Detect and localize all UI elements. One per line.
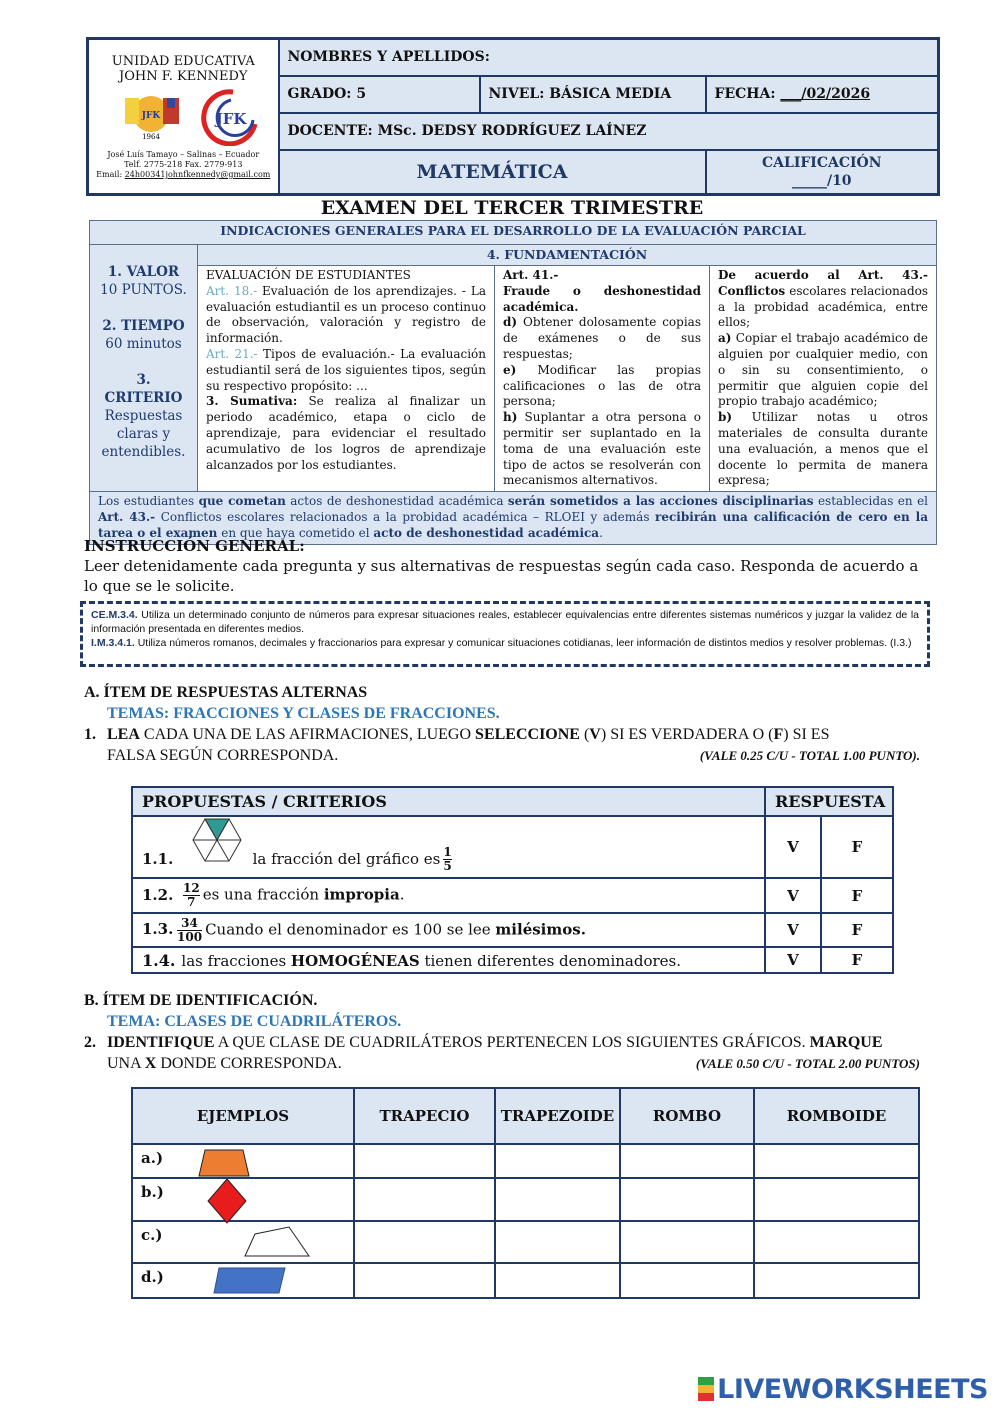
svg-text:1964: 1964 xyxy=(142,133,161,141)
evaluacion-column xyxy=(198,266,495,492)
answer-cell[interactable] xyxy=(354,1263,495,1298)
art18-text: Evaluación de los aprendizajes. - La evaluación estudiantil es un proceso continuo de observación, valoración y registro de información. xyxy=(206,283,486,346)
subject-title: MATEMÁTICA xyxy=(279,150,706,195)
svg-text:JFK: JFK xyxy=(142,111,161,121)
answer-cell[interactable] xyxy=(495,1144,620,1178)
question-2-text: 2. IDENTIFIQUE A QUE CLASE DE CUADRILÁTEROS PERTENECEN LOS SIGUIENTES GRÁFICOS. MARQUE xyxy=(84,1034,883,1051)
sumativa-text: Se realiza al finalizar un periodo académico, etapa o ciclo de aprendizaje, para evidenciar el resultado acumulativo de los logros de aprendizaje alcanzados por los estudiantes. xyxy=(206,394,486,472)
true-option-2[interactable]: V xyxy=(765,878,821,913)
date-label: FECHA: xyxy=(714,86,776,102)
answer-cell[interactable] xyxy=(620,1221,754,1263)
parallelogram-blue-icon xyxy=(213,1267,287,1295)
liveworksheets-logo: LIVEWORKSHEETS xyxy=(698,1374,988,1405)
indicator-code: I.M.3.4.1. xyxy=(91,637,135,649)
table-row: 1.1. la fracción del gráfico es $\frac{1}{5}$ V F xyxy=(132,816,893,878)
answer-cell[interactable] xyxy=(620,1144,754,1178)
date-value: ___/02/2026 xyxy=(780,86,871,102)
true-option-4[interactable]: V xyxy=(765,947,821,973)
question-2-text-end: UNA X DONDE CORRESPONDA. xyxy=(107,1055,342,1072)
liveworksheets-icon xyxy=(698,1377,714,1401)
item-h-label: h) xyxy=(503,410,518,425)
false-option-2[interactable]: F xyxy=(821,878,893,913)
teacher-field: DOCENTE: MSc. DEDSY RODRÍGUEZ LAÍNEZ xyxy=(279,113,939,150)
item-d-label: d) xyxy=(503,315,518,330)
item-e-text: Modificar las propias calificaciones o las de otra persona; xyxy=(503,362,701,409)
section-a-title: A. ÍTEM DE RESPUESTAS ALTERNAS xyxy=(84,684,368,701)
ce-text: Utiliza un determinado conjunto de números para expresar situaciones reales, establecer equivalencias entre diferentes sistemas numéricos y juzgar la validez de la información presentada en diferentes medios. xyxy=(91,609,919,635)
answer-cell[interactable] xyxy=(754,1144,919,1178)
section-a-topic: TEMAS: FRACCIONES Y CLASES DE FRACCIONES. xyxy=(107,705,500,722)
criterio-label: 3. CRITERIO xyxy=(104,372,183,406)
answer-cell[interactable] xyxy=(620,1263,754,1298)
svg-text:JFK: JFK xyxy=(215,110,247,128)
criterio-value: Respuestas claras y entendibles. xyxy=(101,408,186,460)
sumativa-label: 3. Sumativa: xyxy=(206,394,298,409)
school-address: José Luís Tamayo – Salinas – Ecuador xyxy=(107,150,260,159)
header-trapezoide: TRAPEZOIDE xyxy=(495,1088,620,1144)
rhombus-red-icon xyxy=(205,1178,249,1224)
art43-column xyxy=(710,266,937,492)
table-row: c.) xyxy=(132,1221,919,1263)
item-e-label: e) xyxy=(503,362,517,377)
trapezoid-orange-icon xyxy=(197,1148,251,1178)
indicator-text: Utiliza números romanos, decimales y fraccionarios para expresar y comunicar situaciones cotidianas, leer información de distintos medios y resolver problemas. (I.3.) xyxy=(134,637,912,649)
art21-label: Art. 21.- xyxy=(206,346,258,361)
table-row: 1.2. $\frac{12}{7}$ es una fracción impropia. V F xyxy=(132,878,893,913)
answer-cell[interactable] xyxy=(354,1178,495,1221)
grade-score-value: _____/10 xyxy=(791,172,852,189)
school-phone: Telf. 2775-218 Fax. 2779-913 xyxy=(124,160,243,169)
tiempo-label: 2. TIEMPO xyxy=(102,318,185,334)
art18-label: Art. 18.- xyxy=(206,283,258,298)
art21-text: Tipos de evaluación.- La evaluación estudiantil será de los siguientes tipos, según su respectivo propósito: ... xyxy=(206,346,486,393)
date-field[interactable] xyxy=(706,76,939,113)
question-2-value: (VALE 0.50 C/U - TOTAL 2.00 PUNTOS) xyxy=(695,1056,920,1071)
false-option-3[interactable]: F xyxy=(821,913,893,947)
false-option-1[interactable]: F xyxy=(821,816,893,878)
header-table xyxy=(86,37,940,196)
fundamentacion-title: 4. FUNDAMENTACIÓN xyxy=(198,245,937,266)
true-option-3[interactable]: V xyxy=(765,913,821,947)
section-b-title: B. ÍTEM DE IDENTIFICACIÓN. xyxy=(84,992,318,1009)
header-rombo: ROMBO xyxy=(620,1088,754,1144)
answer-cell[interactable] xyxy=(754,1221,919,1263)
school-email[interactable]: 24h00341johnfkennedy@gmail.com xyxy=(124,170,271,179)
header-romboide: ROMBOIDE xyxy=(754,1088,919,1144)
names-field[interactable]: NOMBRES Y APELLIDOS: xyxy=(279,39,939,76)
question-1-value: (VALE 0.25 C/U - TOTAL 1.00 PUNTO). xyxy=(699,748,920,763)
indications-footer: Los estudiantes que cometan actos de deshonestidad académica serán sometidos a las acciones disciplinarias establecidas en el Art. 43.- Conflictos escolares relacionados a la probidad académica – RLOEI y además recibirán una calificación de cero en la tarea o el examen en que haya cometido el acto de deshonestidad académica. xyxy=(90,492,937,545)
answer-header: RESPUESTA xyxy=(765,787,893,816)
school-logo-icon xyxy=(103,84,263,146)
item-a-text: Copiar el trabajo académico de alguien por cualquier medio, con o sin su consentimiento, o permitir que alguien copie del propio trabajo académico; xyxy=(718,331,929,409)
school-logo-cell xyxy=(88,39,279,195)
answer-cell[interactable] xyxy=(495,1263,620,1298)
art41-column xyxy=(495,266,710,492)
art41-sub: Fraude o deshonestidad académica. xyxy=(503,283,701,314)
school-name-2: JOHN F. KENNEDY xyxy=(119,69,248,84)
col1-heading: EVALUACIÓN DE ESTUDIANTES xyxy=(206,268,411,282)
valor-value: 10 PUNTOS. xyxy=(100,282,187,298)
art43-heading: De acuerdo al Art. 43.- Conflictos xyxy=(718,268,929,298)
item-a-label: a) xyxy=(718,331,732,346)
section-a xyxy=(84,682,920,766)
header-ejemplos: EJEMPLOS xyxy=(132,1088,354,1144)
exam-title: EXAMEN DEL TERCER TRIMESTRE xyxy=(320,197,704,219)
email-label: Email: xyxy=(96,170,123,179)
art43-heading-text: escolares relacionados a la probidad académica, entre ellos; xyxy=(718,283,929,330)
table-row: a.) xyxy=(132,1144,919,1178)
quadrilateral-table xyxy=(131,1087,920,1299)
art41-heading: Art. 41.- xyxy=(503,268,559,282)
answer-cell[interactable] xyxy=(754,1263,919,1298)
answer-cell[interactable] xyxy=(354,1221,495,1263)
question-1-text-end: FALSA SEGÚN CORRESPONDA. xyxy=(107,747,339,764)
question-1-text: 1. LEA CADA UNA DE LAS AFIRMACIONES, LUEGO SELECCIONE (V) SI ES VERDADERA O (F) SI ES xyxy=(84,726,830,743)
criteria-box xyxy=(80,601,930,667)
instruction-text: Leer detenidamente cada pregunta y sus alternativas de respuestas según cada caso. Responda de acuerdo a lo que se le solicite. xyxy=(84,557,919,595)
item-b-text: Utilizar notas u otros materiales de consulta durante una evaluación, a menos que el docente lo permita de manera expresa; xyxy=(718,410,929,488)
level-field: NIVEL: BÁSICA MEDIA xyxy=(480,76,706,113)
false-option-4[interactable]: F xyxy=(821,947,893,973)
true-false-table xyxy=(131,786,894,974)
section-b-topic: TEMA: CLASES DE CUADRILÁTEROS. xyxy=(107,1013,402,1030)
answer-cell[interactable] xyxy=(620,1178,754,1221)
item-h-text: Suplantar a otra persona o permitir ser suplantado en la toma de una evaluación este tipo de actos se resolverán con mecanismos alternativos. xyxy=(503,410,701,488)
general-instruction xyxy=(84,536,924,596)
indications-table xyxy=(89,220,937,545)
answer-cell[interactable] xyxy=(495,1178,620,1221)
hexagon-fraction-icon xyxy=(192,817,242,863)
table-row: 1.4. las fracciones HOMOGÉNEAS tienen diferentes denominadores. V F xyxy=(132,947,893,973)
answer-cell[interactable] xyxy=(754,1178,919,1221)
indications-title: INDICACIONES GENERALES PARA EL DESARROLLO DE LA EVALUACIÓN PARCIAL xyxy=(90,221,937,245)
grade-score-cell[interactable] xyxy=(706,150,939,195)
true-option-1[interactable]: V xyxy=(765,816,821,878)
table-row: 1.3. $\frac{34}{100}$ Cuando el denominador es 100 se lee milésimos. V F xyxy=(132,913,893,947)
answer-cell[interactable] xyxy=(354,1144,495,1178)
ce-code: CE.M.3.4. xyxy=(91,609,138,621)
school-name-1: UNIDAD EDUCATIVA xyxy=(111,54,255,69)
tiempo-value: 60 minutos xyxy=(105,336,182,352)
valor-label: 1. VALOR xyxy=(107,264,180,280)
criteria-header: PROPUESTAS / CRITERIOS xyxy=(132,787,765,816)
exam-info-cell xyxy=(90,245,198,492)
item-b-label: b) xyxy=(718,410,733,425)
header-trapecio: TRAPECIO xyxy=(354,1088,495,1144)
section-b xyxy=(84,990,920,1074)
instruction-title: INSTRUCCIÓN GENERAL: xyxy=(84,537,305,555)
answer-cell[interactable] xyxy=(495,1221,620,1263)
trapezoid-white-icon xyxy=(243,1226,313,1260)
table-row: d.) xyxy=(132,1263,919,1298)
item-d-text: Obtener dolosamente copias de exámenes o de sus respuestas; xyxy=(503,315,701,361)
grade-field: GRADO: 5 xyxy=(279,76,480,113)
table-row: b.) xyxy=(132,1178,919,1221)
grade-score-label: CALIFICACIÓN xyxy=(761,154,882,171)
